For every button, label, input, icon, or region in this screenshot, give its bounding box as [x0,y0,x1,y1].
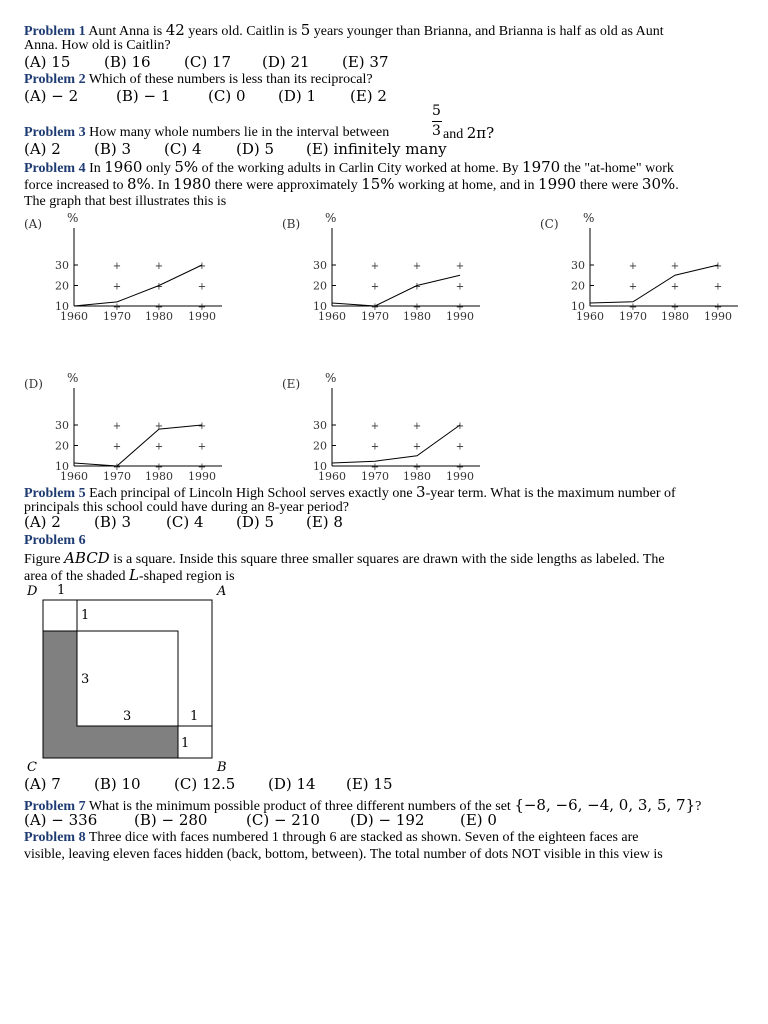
grid-plus-mark: + [112,302,122,313]
p3-frac-denominator: 3 [432,123,441,139]
p7-answer-c: (C) − 210 [246,811,320,829]
p3-line-end [443,125,494,143]
p3-end: 2π? [466,124,495,142]
grid-plus-mark: + [154,302,164,313]
data-line [74,425,202,466]
x-tick-label: 1980 [403,470,431,482]
p3-answer-d: (D) 5 [236,140,275,158]
p3-answer-a: (A) 2 [24,140,61,158]
graph-a [22,210,232,322]
corner-d: D [27,584,38,599]
p4-t9: there were [576,178,642,193]
graph-label: (D) [24,377,43,391]
grid-plus-mark: + [154,441,164,453]
x-tick-label: 1990 [188,310,216,322]
grid-plus-mark: + [197,421,207,432]
grid-plus-mark: + [154,261,164,272]
grid-plus-mark: + [412,441,422,453]
p4-pct-30: 30% [641,175,676,193]
data-line [590,265,718,303]
graph-label: (A) [24,217,43,231]
p7-answer-d: (D) − 192 [350,811,425,829]
p5-t2: -year term. What is the maximum number of [425,486,676,501]
grid-plus-mark: + [412,261,422,272]
corner-b: B [217,760,227,775]
p1-answer-b: (B) 16 [104,53,151,71]
p3-text2: and [443,127,467,142]
p3-answer-c: (C) 4 [164,140,202,158]
grid-plus-mark: + [628,281,638,293]
x-tick-label: 1960 [576,310,604,322]
p4-t2: only [142,161,175,176]
p2-answer-d: (D) 1 [278,87,317,105]
grid-plus-mark: + [370,261,380,272]
grid-plus-mark: + [197,281,207,293]
p6-square-figure [20,580,230,780]
p6-answer-e: (E) 15 [346,775,393,793]
y-tick-label: 20 [55,439,69,453]
grid-plus-mark: + [670,261,680,272]
p6-lname: L [128,566,139,584]
x-tick-label: 1990 [704,310,732,322]
p6-t2: is a square. Inside this square three smaller squares are drawn with the side lengths as labeled. The [109,552,665,567]
p4-t10: . [675,178,679,193]
p4-t4: the "at-home" work [560,161,674,176]
y-axis-unit: % [325,211,337,225]
p1-answer-d: (D) 21 [262,53,310,71]
p8-line2: visible, leaving eleven faces hidden (back, bottom, between). The total number of dots NOT visible in this view is [24,847,663,862]
p2-label: Problem 2 [24,72,86,87]
grid-plus-mark: + [412,302,422,313]
grid-plus-mark: + [197,302,207,313]
y-tick-label: 20 [313,279,327,293]
p1-text1: Aunt Anna is [88,24,166,39]
p2-answer-c: (C) 0 [208,87,246,105]
grid-plus-mark: + [370,421,380,432]
grid-plus-mark: + [670,302,680,313]
grid-plus-mark: + [412,462,422,473]
p4-t6: . In [150,178,173,193]
p4-year-1990: 1990 [538,175,577,193]
graph-e [280,370,490,482]
p2-answer-e: (E) 2 [350,87,387,105]
p1-text2: years old. Caitlin is [184,24,301,39]
corner-a: A [217,584,227,599]
label-bottom-3: 3 [123,709,132,724]
p4-t3: of the working adults in Carlin City worked at home. By [198,161,523,176]
p6-answer-d: (D) 14 [268,775,316,793]
p3-answer-b: (B) 3 [94,140,132,158]
p7-answer-a: (A) − 336 [24,811,98,829]
p3-label: Problem 3 [24,125,86,140]
p6-abcd: ABCD [64,549,110,567]
p4-year-1960: 1960 [104,158,143,176]
x-tick-label: 1970 [619,310,647,322]
grid-plus-mark: + [112,261,122,272]
y-axis-unit: % [325,371,337,385]
p5-answer-c: (C) 4 [166,513,204,531]
grid-plus-mark: + [455,421,465,432]
grid-plus-mark: + [112,421,122,432]
y-tick-label: 10 [55,300,69,313]
p2-answer-b: (B) − 1 [116,87,171,105]
grid-plus-mark: + [370,441,380,453]
x-tick-label: 1970 [361,310,389,322]
p4-year-1980: 1980 [172,175,212,193]
y-tick-label: 20 [571,279,585,293]
x-tick-label: 1990 [446,470,474,482]
p1-answer-c: (C) 17 [184,53,232,71]
p1-answer-a: (A) 15 [24,53,71,71]
y-tick-label: 30 [571,259,585,272]
grid-plus-mark: + [628,302,638,313]
grid-plus-mark: + [370,302,380,313]
p4-line2 [24,176,679,194]
p4-t8: working at home, and in [394,178,539,193]
p7-text: What is the minimum possible product of three different numbers of the set [88,799,515,814]
grid-plus-mark: + [112,462,122,473]
y-tick-label: 30 [313,419,327,432]
grid-plus-mark: + [713,261,723,272]
x-tick-label: 1970 [103,310,131,322]
x-tick-label: 1960 [60,470,88,482]
grid-plus-mark: + [628,261,638,272]
y-tick-label: 10 [571,300,585,313]
p6-answer-c: (C) 12.5 [174,775,236,793]
p4-year-1970: 1970 [522,158,561,176]
p5-answer-b: (B) 3 [94,513,132,531]
p4-pct-15: 15% [361,175,395,193]
grid-plus-mark: + [154,421,164,432]
graph-d [22,370,232,482]
p3-frac-bar [432,121,442,122]
grid-plus-mark: + [197,462,207,473]
data-line [332,275,460,306]
p6-t3: area of the shaded [24,569,129,584]
graph-label: (E) [282,377,301,391]
grid-plus-mark: + [112,281,122,293]
grid-plus-mark: + [455,302,465,313]
y-tick-label: 10 [55,460,69,473]
p1-answer-e: (E) 37 [342,53,389,71]
y-tick-label: 30 [313,259,327,272]
p7-end: ? [695,799,702,814]
p4-line1 [24,159,674,177]
graph-c [538,210,748,322]
x-tick-label: 1980 [403,310,431,322]
p6-t4: -shaped region is [138,569,235,584]
p5-line2: principals this school could have during an 8-year period? [24,500,350,515]
p7-set: {−8, −6, −4, 0, 3, 5, 7} [514,796,696,814]
x-tick-label: 1990 [188,470,216,482]
x-tick-label: 1980 [661,310,689,322]
data-line [332,425,460,463]
p3-answer-e: (E) infinitely many [306,140,447,158]
label-left-3: 3 [81,672,90,687]
p8-label: Problem 8 [24,830,86,845]
y-tick-label: 20 [55,279,69,293]
y-tick-label: 20 [313,439,327,453]
p6-t1: Figure [24,552,65,567]
p3-frac-numerator: 5 [432,103,441,119]
p5-answer-a: (A) 2 [24,513,61,531]
grid-plus-mark: + [412,281,422,293]
grid-plus-mark: + [412,421,422,432]
label-top-1: 1 [57,583,66,598]
p2-line [24,72,373,88]
p4-t7: there were approximately [211,178,362,193]
grid-plus-mark: + [713,302,723,313]
grid-plus-mark: + [154,281,164,293]
p7-label: Problem 7 [24,799,86,814]
p7-answer-e: (E) 0 [460,811,497,829]
p4-line3: The graph that best illustrates this is [24,194,227,209]
p4-t1: In [89,161,105,176]
grid-plus-mark: + [455,261,465,272]
p2-text: Which of these numbers is less than its reciprocal? [88,72,373,87]
p4-pct-5: 5% [174,158,199,176]
p7-answer-b: (B) − 280 [134,811,208,829]
grid-plus-mark: + [670,281,680,293]
p5-label: Problem 5 [24,486,86,501]
x-tick-label: 1960 [318,310,346,322]
label-right-lower-1: 1 [181,736,190,751]
grid-plus-mark: + [370,281,380,293]
grid-plus-mark: + [455,441,465,453]
p2-answer-a: (A) − 2 [24,87,79,105]
p5-t1: Each principal of Lincoln High School serves exactly one [89,486,417,501]
y-tick-label: 10 [313,460,327,473]
p3-text1: How many whole numbers lie in the interval between [89,125,390,140]
p4-label: Problem 4 [24,161,86,176]
x-tick-label: 1990 [446,310,474,322]
data-line [74,265,202,306]
p5-answer-d: (D) 5 [236,513,275,531]
graph-label: (C) [540,217,559,231]
grid-plus-mark: + [197,441,207,453]
grid-plus-mark: + [154,462,164,473]
p6-line1 [24,550,665,568]
y-tick-label: 30 [55,419,69,432]
graph-b [280,210,490,322]
p4-t5: force increased to [24,178,127,193]
y-tick-label: 10 [313,300,327,313]
x-tick-label: 1970 [361,470,389,482]
p1-diff: 5 [300,21,311,39]
grid-plus-mark: + [713,281,723,293]
graph-label: (B) [282,217,301,231]
y-axis-unit: % [67,211,79,225]
small-square-top-left [43,600,77,631]
grid-plus-mark: + [112,441,122,453]
p8-line1 [24,830,639,846]
p5-answer-e: (E) 8 [306,513,343,531]
label-right-1: 1 [190,709,199,724]
p4-pct-8: 8% [127,175,151,193]
p1-age: 42 [165,21,185,39]
p1-text4: Anna. How old is Caitlin? [24,38,171,53]
y-axis-unit: % [67,371,79,385]
p5-term: 3 [416,483,426,501]
label-small-top-1: 1 [81,608,90,623]
x-tick-label: 1970 [103,470,131,482]
grid-plus-mark: + [370,462,380,473]
x-tick-label: 1980 [145,310,173,322]
grid-plus-mark: + [455,462,465,473]
p6-label-text: Problem 6 [24,533,86,548]
p1-label: Problem 1 [24,24,86,39]
p6-answer-a: (A) 7 [24,775,61,793]
p3-line [24,125,389,141]
x-tick-label: 1960 [318,470,346,482]
y-tick-label: 30 [55,259,69,272]
x-tick-label: 1960 [60,310,88,322]
p1-text3: years younger than Brianna, and Brianna is half as old as Aunt [310,24,664,39]
corner-c: C [27,760,37,775]
grid-plus-mark: + [455,281,465,293]
p8-t1: Three dice with faces numbered 1 through 6 are stacked as shown. Seven of the eighteen faces are [88,830,639,845]
p6-label [24,533,86,549]
x-tick-label: 1980 [145,470,173,482]
y-axis-unit: % [583,211,595,225]
p6-answer-b: (B) 10 [94,775,141,793]
grid-plus-mark: + [197,261,207,272]
